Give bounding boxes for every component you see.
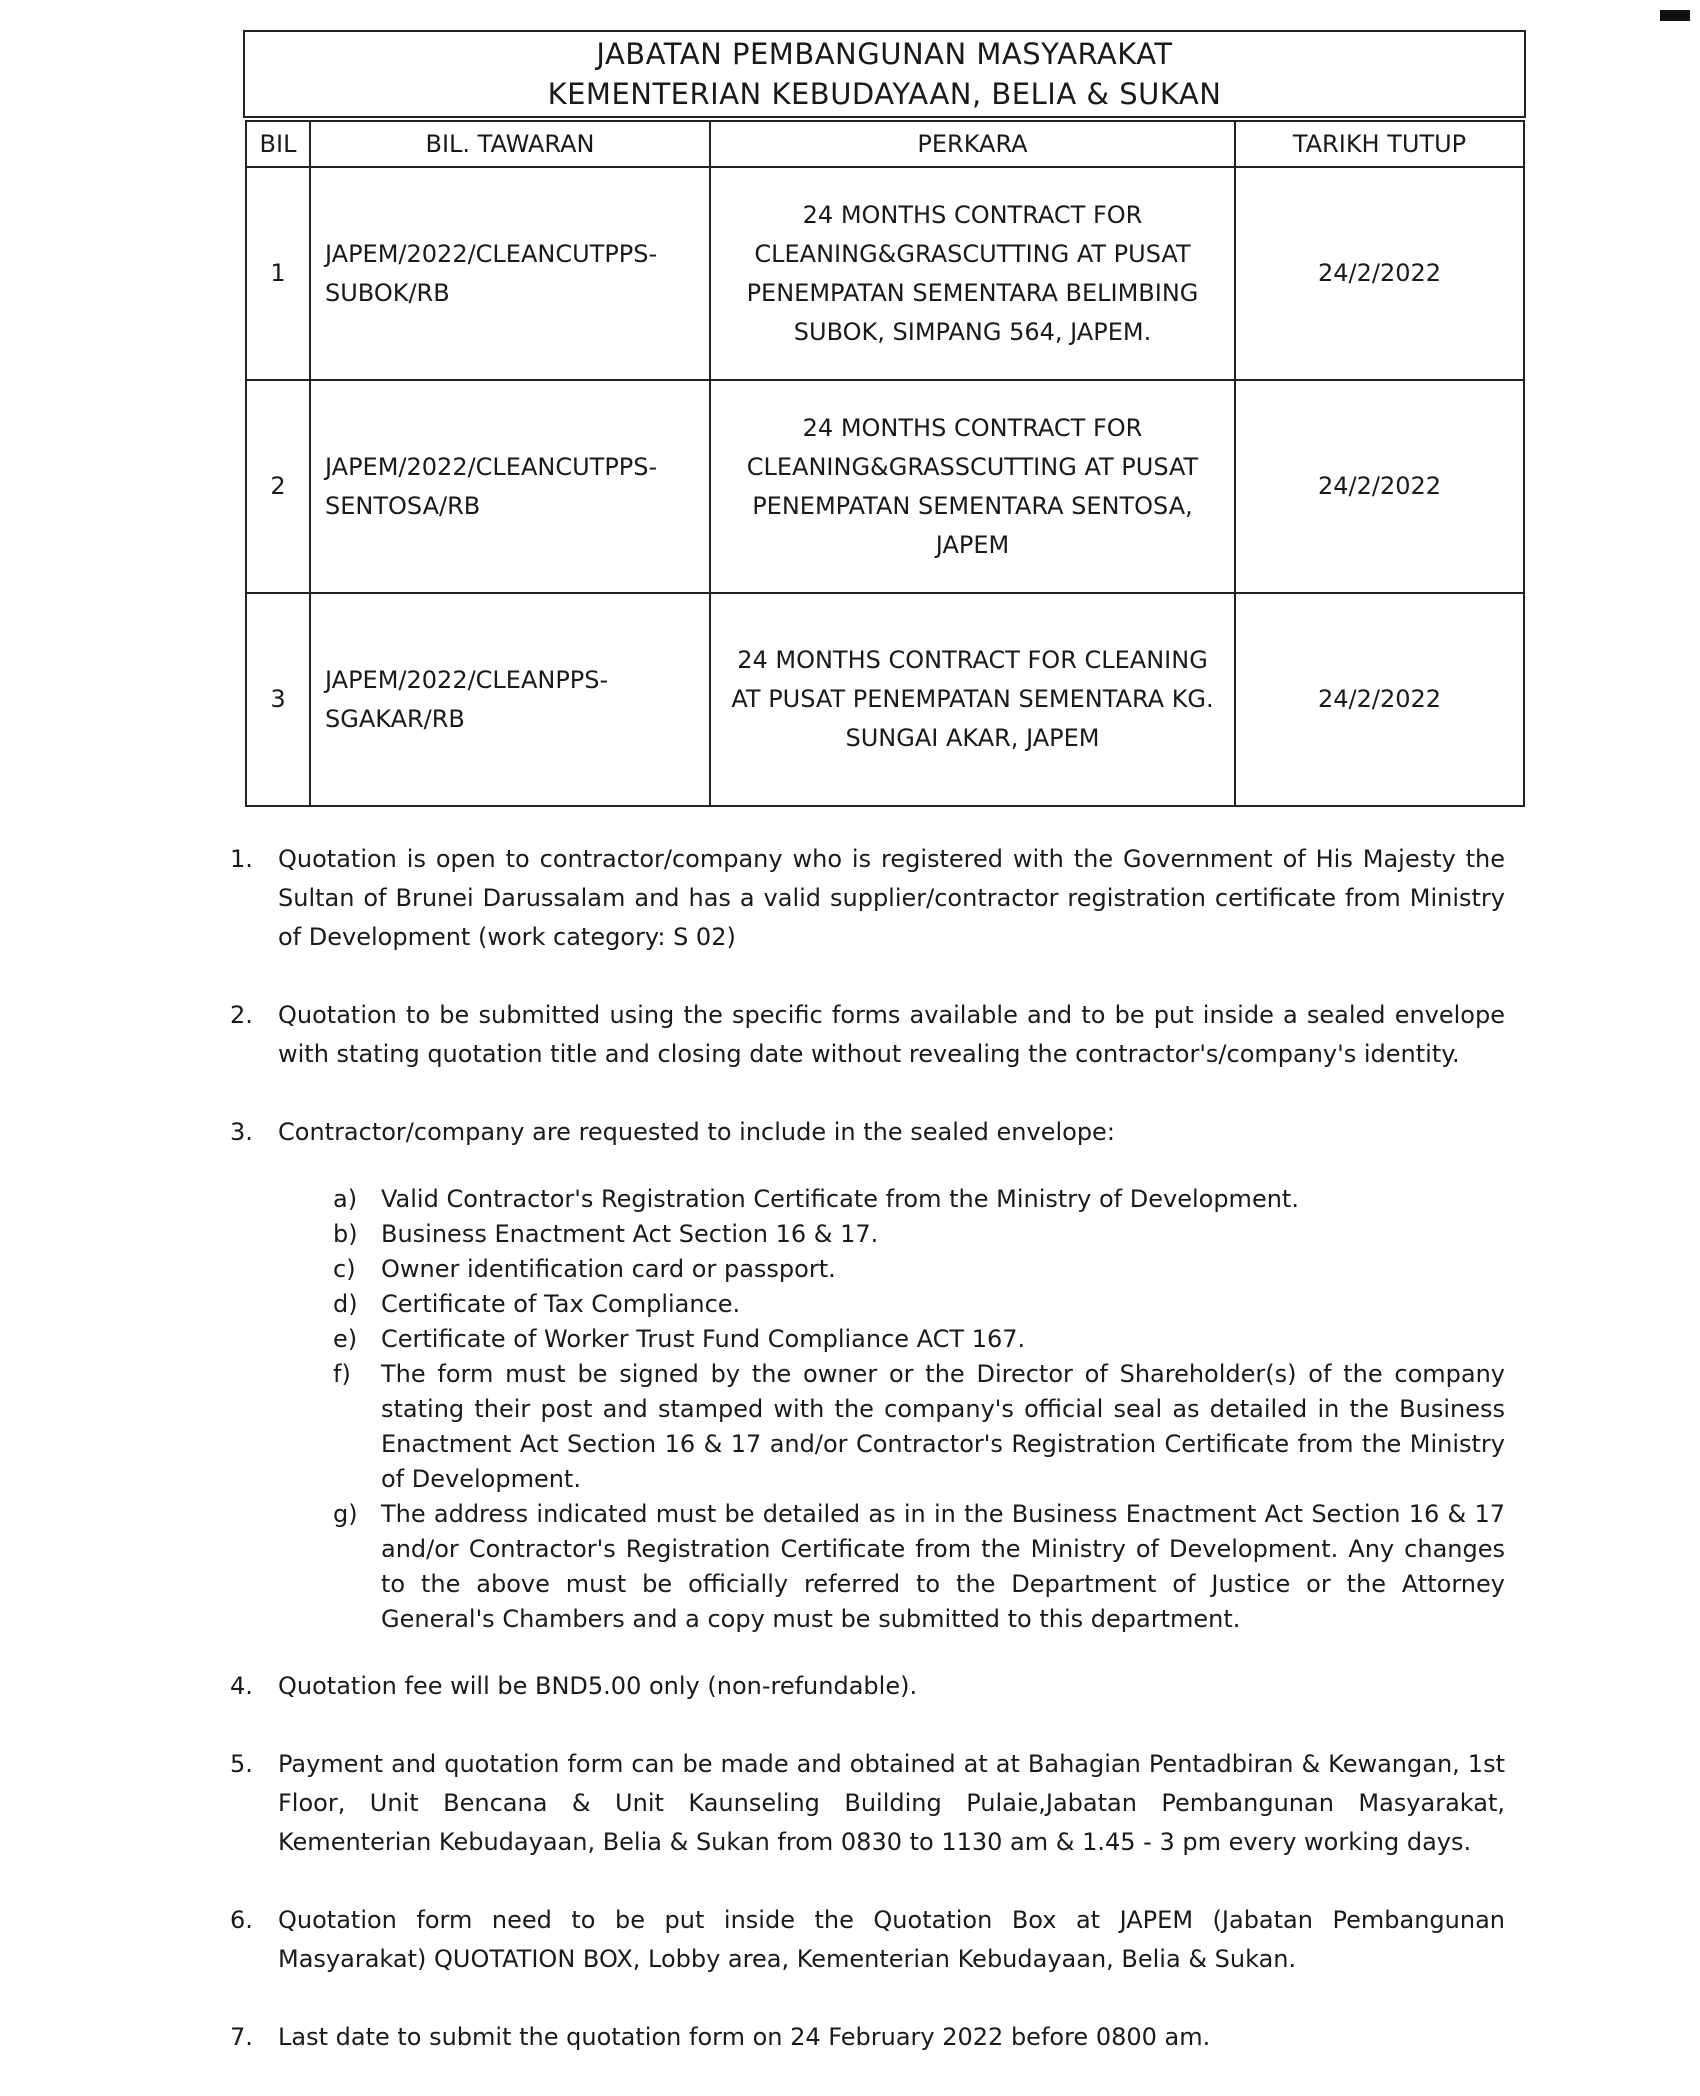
scan-corner-mark [1660, 10, 1690, 21]
terms-list [230, 840, 1505, 2096]
item-number: 2. [230, 1001, 253, 1029]
column-header-perkara: PERKARA [710, 121, 1235, 167]
sub-item-letter: e) [333, 1325, 358, 1353]
cell-tawaran: JAPEM/2022/CLEANCUTPPS-SUBOK/RB [310, 167, 710, 380]
sub-item-text: Certificate of Worker Trust Fund Compliance ACT 167. [381, 1325, 1026, 1353]
item-number: 4. [230, 1672, 253, 1700]
sub-item-letter: g) [333, 1500, 358, 1528]
sub-item [278, 1287, 1505, 1322]
sub-item [278, 1252, 1505, 1287]
item-text: Quotation form need to be put inside the Quotation Box at JAPEM (Jabatan Pembangunan Masyarakat) QUOTATION BOX, Lobby area, Kementerian Kebudayaan, Belia & Sukan. [278, 1906, 1505, 1973]
list-item [230, 1901, 1505, 1979]
sub-item-letter: a) [333, 1185, 358, 1213]
column-header-tawaran: BIL. TAWARAN [310, 121, 710, 167]
envelope-contents-list [278, 1182, 1505, 1637]
sub-item-text: Business Enactment Act Section 16 & 17. [381, 1220, 879, 1248]
item-text: Quotation fee will be BND5.00 only (non-refundable). [278, 1672, 918, 1700]
item-text: Contractor/company are requested to include in the sealed envelope: [278, 1118, 1115, 1146]
table-header-row [246, 121, 1524, 167]
sub-item-letter: b) [333, 1220, 358, 1248]
sub-item-text: The form must be signed by the owner or the Director of Shareholder(s) of the company stating their post and stamped with the company's official seal as detailed in the Business Enactment Act Section 16 & 17 and/or Contractor's Registration Certificate from the Ministry of Development. [381, 1360, 1505, 1493]
item-number: 6. [230, 1906, 253, 1934]
tender-table [245, 120, 1525, 807]
cell-bil: 1 [246, 167, 310, 380]
table-row [246, 167, 1524, 380]
cell-tarikh: 24/2/2022 [1235, 167, 1524, 380]
cell-perkara: 24 MONTHS CONTRACT FOR CLEANING&GRASSCUTTING AT PUSAT PENEMPATAN SEMENTARA SENTOSA, JAPEM [710, 380, 1235, 593]
cell-perkara: 24 MONTHS CONTRACT FOR CLEANING&GRASCUTTING AT PUSAT PENEMPATAN SEMENTARA BELIMBING SUBOK, SIMPANG 564, JAPEM. [710, 167, 1235, 380]
document-header [243, 30, 1526, 118]
list-item [230, 1745, 1505, 1862]
sub-item [278, 1322, 1505, 1357]
sub-item-text: The address indicated must be detailed as in in the Business Enactment Act Section 16 & 17 and/or Contractor's Registration Certificate from the Ministry of Development. Any changes to the above must be officially referred to the Department of Justice or the Attorney General's Chambers and a copy must be submitted to this department. [381, 1500, 1505, 1633]
item-number: 1. [230, 845, 253, 873]
header-department: JABATAN PEMBANGUNAN MASYARAKAT [596, 37, 1173, 71]
sub-item-letter: d) [333, 1290, 358, 1318]
sub-item [278, 1217, 1505, 1252]
item-text: Quotation to be submitted using the specific forms available and to be put inside a sealed envelope with stating quotation title and closing date without revealing the contractor's/company's identity. [278, 1001, 1505, 1068]
sub-item-letter: f) [333, 1360, 351, 1388]
item-text: Quotation is open to contractor/company who is registered with the Government of His Majesty the Sultan of Brunei Darussalam and has a valid supplier/contractor registration certificate from Ministry of Development (work category: S 02) [278, 845, 1505, 951]
sub-item [278, 1497, 1505, 1637]
list-item [230, 2018, 1505, 2057]
sub-item-text: Owner identification card or passport. [381, 1255, 836, 1283]
item-number: 5. [230, 1750, 253, 1778]
cell-tawaran: JAPEM/2022/CLEANPPS-SGAKAR/RB [310, 593, 710, 806]
header-ministry: KEMENTERIAN KEBUDAYAAN, BELIA & SUKAN [547, 77, 1222, 111]
cell-bil: 2 [246, 380, 310, 593]
list-item [230, 1113, 1505, 1637]
item-number: 7. [230, 2023, 253, 2051]
sub-item-text: Valid Contractor's Registration Certificate from the Ministry of Development. [381, 1185, 1299, 1213]
item-text: Last date to submit the quotation form on 24 February 2022 before 0800 am. [278, 2023, 1211, 2051]
list-item [230, 840, 1505, 957]
item-number: 3. [230, 1118, 253, 1146]
sub-item [278, 1182, 1505, 1217]
cell-perkara: 24 MONTHS CONTRACT FOR CLEANING AT PUSAT PENEMPATAN SEMENTARA KG. SUNGAI AKAR, JAPEM [710, 593, 1235, 806]
cell-bil: 3 [246, 593, 310, 806]
column-header-bil: BIL [246, 121, 310, 167]
table-row [246, 380, 1524, 593]
sub-item [278, 1357, 1505, 1497]
cell-tawaran: JAPEM/2022/CLEANCUTPPS-SENTOSA/RB [310, 380, 710, 593]
list-item [230, 1667, 1505, 1706]
cell-tarikh: 24/2/2022 [1235, 593, 1524, 806]
sub-item-letter: c) [333, 1255, 356, 1283]
cell-tarikh: 24/2/2022 [1235, 380, 1524, 593]
sub-item-text: Certificate of Tax Compliance. [381, 1290, 741, 1318]
list-item [230, 996, 1505, 1074]
item-text: Payment and quotation form can be made and obtained at at Bahagian Pentadbiran & Kewangan, 1st Floor, Unit Bencana & Unit Kaunseling Building Pulaie,Jabatan Pembangunan Masyarakat, Kementerian Kebudayaan, Belia & Sukan from 0830 to 1130 am & 1.45 - 3 pm every working days. [278, 1750, 1505, 1856]
column-header-tarikh: TARIKH TUTUP [1235, 121, 1524, 167]
table-row [246, 593, 1524, 806]
